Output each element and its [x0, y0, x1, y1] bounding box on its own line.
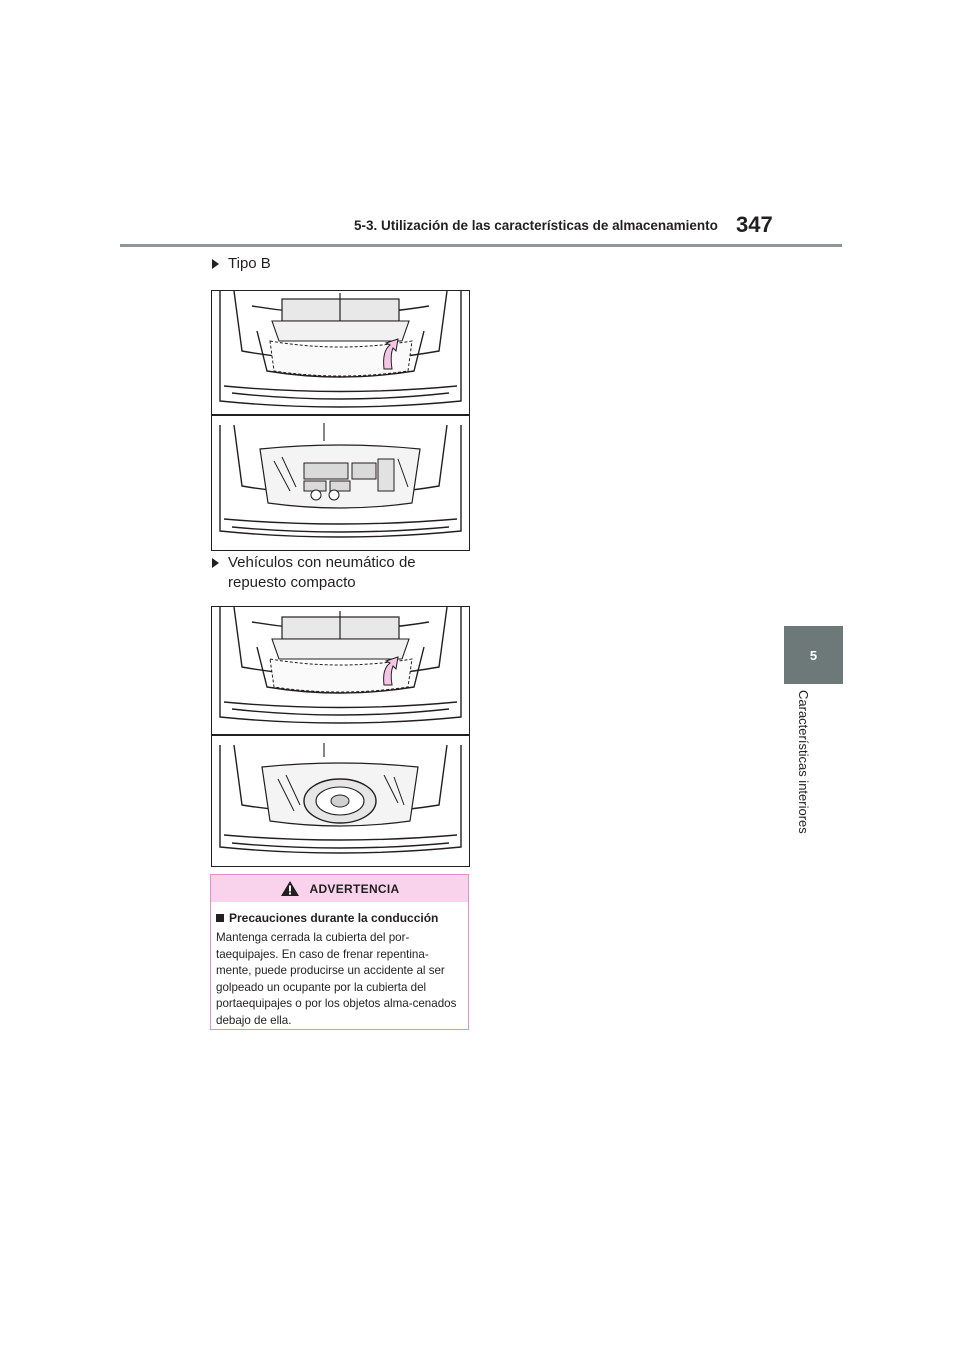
- warning-header: [211, 875, 468, 902]
- chapter-tab[interactable]: [784, 626, 843, 684]
- list-item: [212, 553, 458, 593]
- section-title: 5-3. Utilización de las características de almacenamiento: [354, 218, 718, 233]
- item-label: Tipo B: [228, 255, 271, 272]
- warning-subtitle-row: [216, 911, 468, 925]
- header-rule: [120, 244, 842, 247]
- page-number: 347: [736, 212, 773, 237]
- chapter-title: Características interiores: [796, 690, 811, 834]
- chapter-number: 5: [809, 647, 818, 663]
- warning-body: Mantenga cerrada la cubierta del por-taequipajes. En caso de frenar repentina-mente, puede producirse un accidente al ser golpeado un ocupante por la cubierta del portaequipajes o por los objetos alma-cenados debajo de ella.: [216, 931, 457, 1027]
- list-item: [212, 254, 458, 274]
- warning-title: ADVERTENCIA: [309, 881, 400, 896]
- luggage-area-spare-tire-illustration: [212, 607, 469, 866]
- figure-type-b: [211, 290, 470, 551]
- square-bullet-icon: [216, 914, 224, 922]
- luggage-area-type-b-illustration: [212, 291, 469, 550]
- triangle-bullet-icon: [212, 558, 219, 568]
- triangle-bullet-icon: [212, 259, 219, 269]
- figure-compact-spare: [211, 606, 470, 867]
- item-label: Vehículos con neumático de repuesto compacto: [228, 554, 416, 591]
- warning-box: [210, 874, 469, 1030]
- warning-triangle-icon: [280, 880, 300, 897]
- warning-subtitle: Precauciones durante la conducción: [229, 911, 439, 925]
